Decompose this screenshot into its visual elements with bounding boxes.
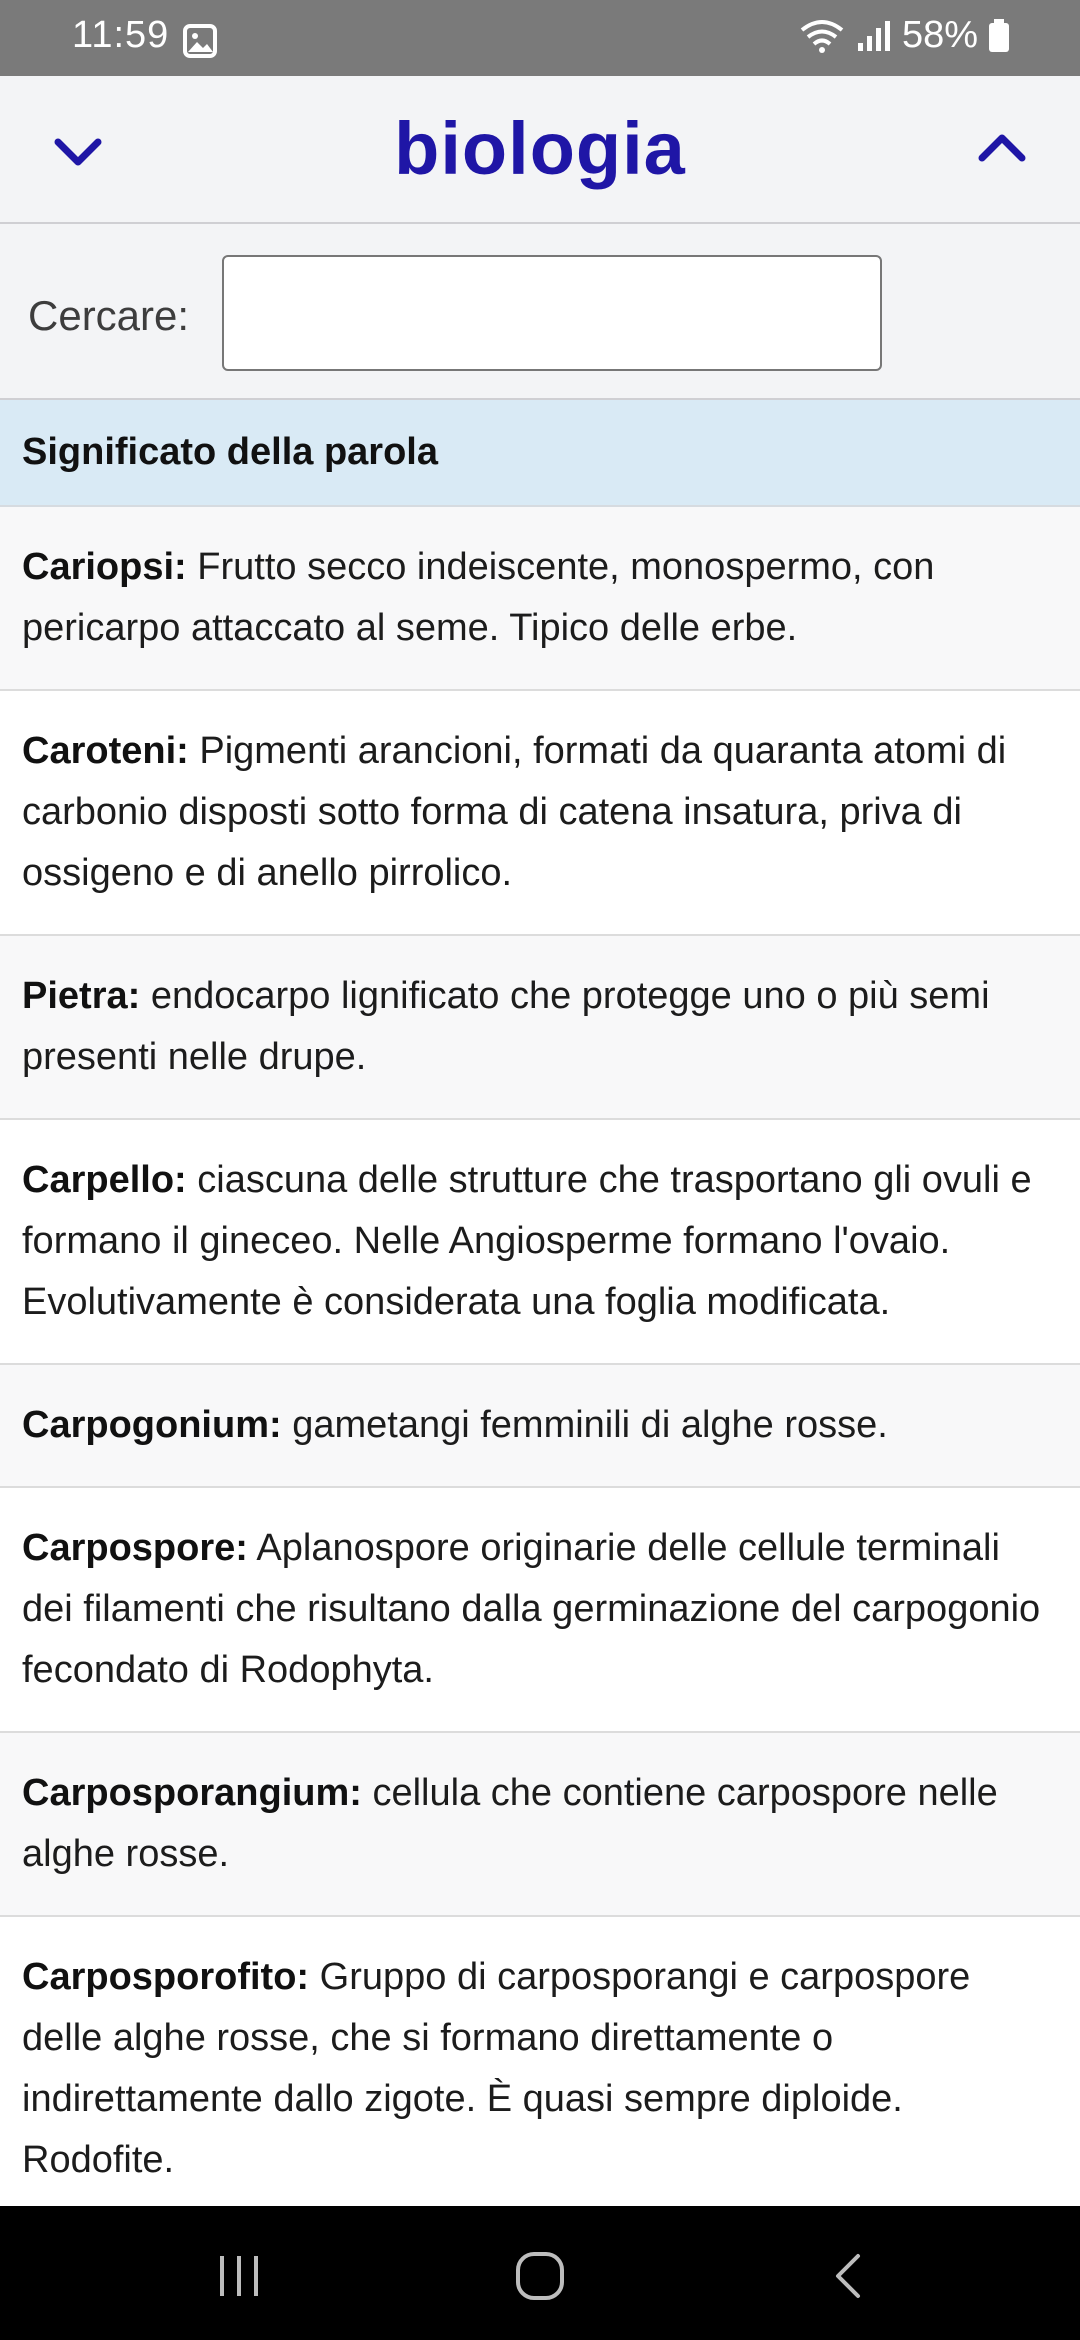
recents-icon[interactable] — [214, 2250, 264, 2300]
entry-term: Carpello: — [22, 1159, 187, 1201]
back-icon[interactable] — [826, 2250, 870, 2302]
battery-percent: 58% — [901, 14, 978, 56]
image-icon — [183, 24, 217, 58]
definitions-table — [0, 400, 1080, 2223]
entry-term: Carpogonium: — [22, 1404, 282, 1446]
chevron-up-icon[interactable] — [974, 120, 1030, 176]
wifi-icon — [798, 18, 846, 54]
app-header — [0, 76, 1080, 224]
table-row — [0, 936, 1080, 1120]
table-row — [0, 1733, 1080, 1917]
table-row — [0, 1488, 1080, 1733]
entry-term: Carposporangium: — [22, 1772, 362, 1814]
entry-term: Cariopsi: — [22, 546, 187, 588]
entry-term: Pietra: — [22, 975, 141, 1017]
search-input[interactable] — [222, 255, 882, 371]
table-row — [0, 1365, 1080, 1488]
home-icon[interactable] — [514, 2250, 566, 2302]
entry-definition: Frutto secco indeiscente, monospermo, con pericarpo attaccato al seme. Tipico delle erbe. — [22, 546, 935, 649]
signal-icon — [856, 19, 892, 53]
status-bar — [0, 0, 1080, 76]
entry-term: Carposporofito: — [22, 1956, 310, 1998]
table-row — [0, 1917, 1080, 2223]
entry-definition: Aplanospore originarie delle cellule terminali dei filamenti che risultano dalla germinazione del carpogonio fecondato di Rodophyta. — [22, 1527, 1041, 1691]
table-body — [0, 507, 1080, 2223]
entry-definition: cellula che contiene carpospore nelle alghe rosse. — [22, 1772, 998, 1875]
table-header: Significato della parola — [0, 400, 1080, 507]
battery-icon — [988, 19, 1010, 53]
search-bar — [0, 224, 1080, 400]
status-time: 11:59 — [72, 14, 170, 56]
table-row — [0, 1120, 1080, 1365]
table-row — [0, 507, 1080, 691]
entry-definition: ciascuna delle strutture che trasportano gli ovuli e formano il gineceo. Nelle Angiosperme formano l'ovaio. Evolutivamente è considerata una foglia modificata. — [22, 1159, 1032, 1323]
page-title: biologia — [394, 107, 686, 190]
status-icons — [798, 14, 1010, 57]
entry-definition: Gruppo di carposporangi e carpospore delle alghe rosse, che si formano direttamente o indirettamente dallo zigote. È quasi sempre diploide. Rodofite. — [22, 1956, 971, 2181]
entry-term: Carpospore: — [22, 1527, 248, 1569]
entry-definition: endocarpo lignificato che protegge uno o più semi presenti nelle drupe. — [22, 975, 990, 1078]
table-row — [0, 691, 1080, 936]
system-nav-bar — [0, 2206, 1080, 2340]
search-label: Cercare: — [28, 292, 190, 339]
entry-term: Caroteni: — [22, 730, 189, 772]
entry-definition: gametangi femminili di alghe rosse. — [292, 1404, 888, 1446]
entry-definition: Pigmenti arancioni, formati da quaranta atomi di carbonio disposti sotto forma di catena insatura, priva di ossigeno e di anello pirrolico. — [22, 730, 1007, 894]
